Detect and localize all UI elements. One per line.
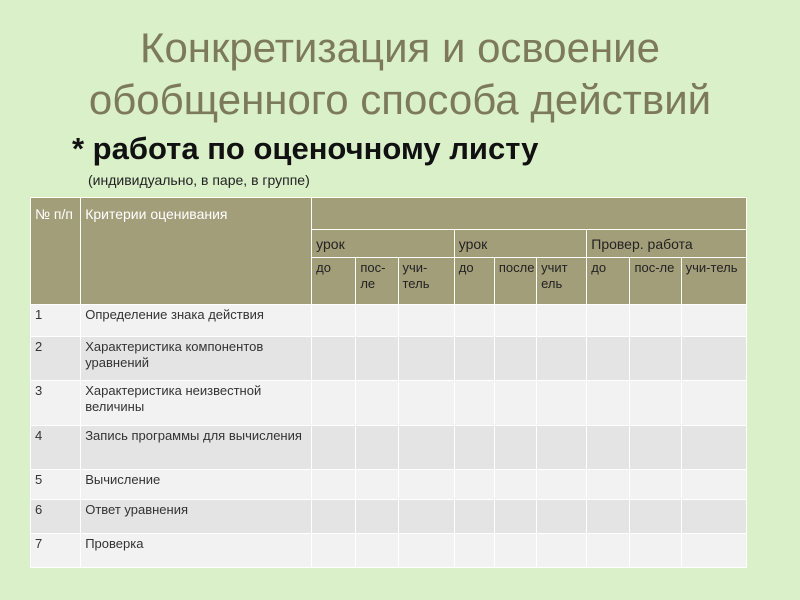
group-lesson-2: урок [454, 230, 587, 258]
row-criterion: Характеристика неизвестной величины [81, 381, 312, 425]
score-cell[interactable] [537, 425, 587, 469]
score-cell[interactable] [587, 470, 630, 500]
row-number: 1 [31, 304, 81, 336]
table-row [31, 425, 747, 469]
title-line-2: обобщенного способа действий [88, 76, 712, 123]
score-cell[interactable] [681, 304, 746, 336]
row-number: 2 [31, 337, 81, 381]
score-cell[interactable] [681, 425, 746, 469]
score-cell[interactable] [587, 533, 630, 567]
table-row [31, 337, 747, 381]
score-cell[interactable] [630, 425, 681, 469]
score-cell[interactable] [630, 470, 681, 500]
score-cell[interactable] [681, 533, 746, 567]
score-cell[interactable] [681, 381, 746, 425]
score-cell[interactable] [398, 337, 454, 381]
score-cell[interactable] [356, 500, 398, 533]
score-cell[interactable] [454, 381, 494, 425]
score-cell[interactable] [630, 533, 681, 567]
score-cell[interactable] [454, 337, 494, 381]
group-lesson-1: урок [312, 230, 455, 258]
table-row [31, 304, 747, 336]
score-cell[interactable] [537, 470, 587, 500]
score-cell[interactable] [537, 304, 587, 336]
score-cell[interactable] [398, 470, 454, 500]
subheader-cell: до [454, 258, 494, 304]
row-number: 7 [31, 533, 81, 567]
score-cell[interactable] [681, 470, 746, 500]
subheader-cell: учи-тель [398, 258, 454, 304]
score-cell[interactable] [494, 304, 536, 336]
row-criterion: Определение знака действия [81, 304, 312, 336]
header-number: № п/п [31, 198, 81, 305]
score-cell[interactable] [630, 337, 681, 381]
table-row [31, 470, 747, 500]
title-line-1: Конкретизация и освоение [139, 24, 661, 71]
table-row [31, 381, 747, 425]
row-number: 4 [31, 425, 81, 469]
score-cell[interactable] [681, 337, 746, 381]
subheader-cell: учит ель [537, 258, 587, 304]
subheader-cell: учи-тель [681, 258, 746, 304]
score-cell[interactable] [398, 500, 454, 533]
score-cell[interactable] [312, 470, 356, 500]
score-cell[interactable] [537, 337, 587, 381]
score-cell[interactable] [494, 425, 536, 469]
subheader-cell: пос-ле [630, 258, 681, 304]
row-criterion: Проверка [81, 533, 312, 567]
row-number: 3 [31, 381, 81, 425]
score-cell[interactable] [312, 381, 356, 425]
row-number: 6 [31, 500, 81, 533]
row-number: 5 [31, 470, 81, 500]
subheader-cell: до [587, 258, 630, 304]
score-cell[interactable] [356, 425, 398, 469]
header-blank [312, 198, 747, 230]
score-cell[interactable] [312, 533, 356, 567]
score-cell[interactable] [356, 533, 398, 567]
score-cell[interactable] [454, 304, 494, 336]
score-cell[interactable] [312, 304, 356, 336]
score-cell[interactable] [537, 500, 587, 533]
slide-subtitle: * работа по оценочному листу [72, 131, 539, 166]
score-cell[interactable] [494, 500, 536, 533]
score-cell[interactable] [537, 533, 587, 567]
score-cell[interactable] [587, 425, 630, 469]
score-cell[interactable] [494, 381, 536, 425]
evaluation-table [30, 197, 747, 568]
subheader-cell: до [312, 258, 356, 304]
score-cell[interactable] [356, 470, 398, 500]
table-row [31, 533, 747, 567]
subheader-cell: после [494, 258, 536, 304]
score-cell[interactable] [681, 500, 746, 533]
score-cell[interactable] [587, 304, 630, 336]
row-criterion: Вычисление [81, 470, 312, 500]
score-cell[interactable] [454, 533, 494, 567]
score-cell[interactable] [312, 500, 356, 533]
score-cell[interactable] [537, 381, 587, 425]
score-cell[interactable] [356, 337, 398, 381]
group-test: Провер. работа [587, 230, 747, 258]
score-cell[interactable] [398, 304, 454, 336]
header-criteria: Критерии оценивания [81, 198, 312, 305]
score-cell[interactable] [312, 337, 356, 381]
score-cell[interactable] [312, 425, 356, 469]
score-cell[interactable] [356, 304, 398, 336]
score-cell[interactable] [494, 533, 536, 567]
subheader-cell: пос-ле [356, 258, 398, 304]
score-cell[interactable] [356, 381, 398, 425]
row-criterion: Характеристика компонентов уравнений [81, 337, 312, 381]
row-criterion: Запись программы для вычисления [81, 425, 312, 469]
score-cell[interactable] [454, 470, 494, 500]
score-cell[interactable] [454, 500, 494, 533]
row-criterion: Ответ уравнения [81, 500, 312, 533]
score-cell[interactable] [630, 304, 681, 336]
table-row [31, 500, 747, 533]
score-cell[interactable] [587, 337, 630, 381]
score-cell[interactable] [630, 500, 681, 533]
score-cell[interactable] [494, 337, 536, 381]
score-cell[interactable] [494, 470, 536, 500]
score-cell[interactable] [587, 381, 630, 425]
score-cell[interactable] [630, 381, 681, 425]
work-format-note: (индивидуально, в паре, в группе) [88, 172, 310, 188]
score-cell[interactable] [398, 425, 454, 469]
slide-title [0, 22, 800, 126]
score-cell[interactable] [398, 381, 454, 425]
score-cell[interactable] [398, 533, 454, 567]
score-cell[interactable] [587, 500, 630, 533]
score-cell[interactable] [454, 425, 494, 469]
